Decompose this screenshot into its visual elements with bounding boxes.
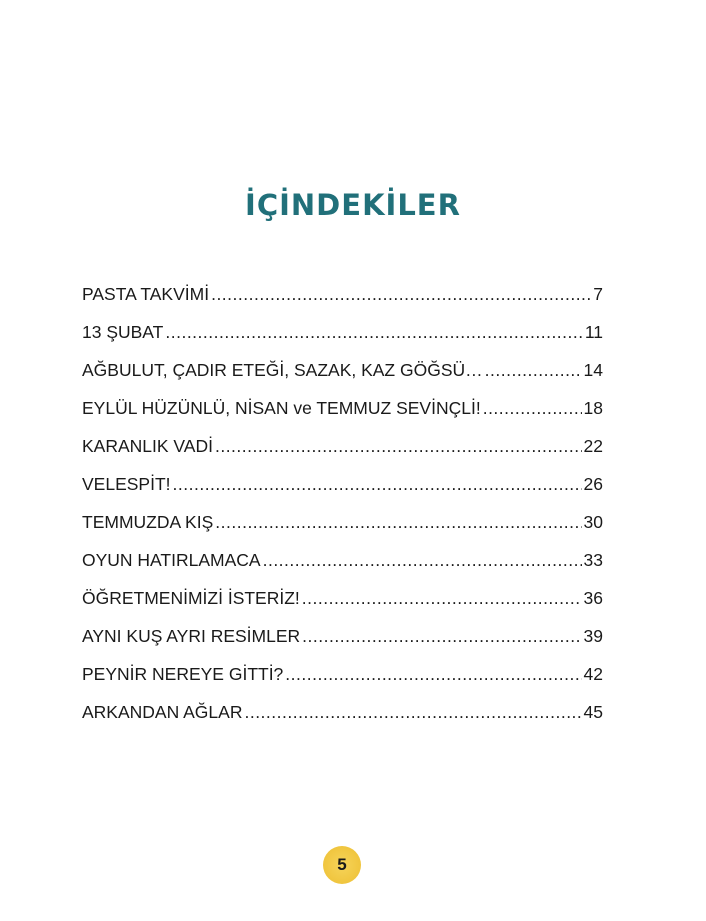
toc-entry-title: EYLÜL HÜZÜNLÜ, NİSAN ve TEMMUZ SEVİNÇLİ!: [82, 398, 481, 418]
toc-entry-title: VELESPİT!: [82, 474, 171, 494]
page-title: İÇİNDEKİLER: [245, 188, 461, 222]
dot-leader: [485, 360, 582, 381]
dot-leader: [244, 702, 581, 723]
toc-entry-title: PASTA TAKVİMİ: [82, 284, 210, 304]
toc-entry[interactable]: [82, 664, 603, 702]
toc-entry-page: 36: [583, 588, 603, 608]
toc-entry[interactable]: [82, 398, 603, 436]
toc-entry-page: 45: [583, 702, 603, 722]
toc-entry-page: 18: [583, 398, 603, 418]
toc-entry-title: ARKANDAN AĞLAR: [82, 702, 243, 722]
dot-leader: [285, 664, 581, 685]
dot-leader: [483, 398, 582, 419]
toc-entry-title: ÖĞRETMENİMİZİ İSTERİZ!: [82, 588, 300, 608]
toc-entry-title: OYUN HATIRLAMACA: [82, 550, 261, 570]
dot-leader: [215, 436, 582, 457]
dot-leader: [302, 588, 582, 609]
toc-entry-title: KARANLIK VADİ: [82, 436, 213, 456]
toc-entry-page: 7: [593, 284, 603, 304]
toc-entry[interactable]: [82, 550, 603, 588]
page-number-badge: 5: [323, 846, 361, 884]
toc-entry[interactable]: [82, 512, 603, 550]
toc-entry-page: 26: [583, 474, 603, 494]
dot-leader: [302, 626, 581, 647]
toc-entry[interactable]: [82, 702, 603, 740]
toc-entry[interactable]: [82, 360, 603, 398]
toc-entry-title: 13 ŞUBAT: [82, 322, 164, 342]
toc-entry-title: AĞBULUT, ÇADIR ETEĞİ, SAZAK, KAZ GÖĞSÜ…: [82, 360, 483, 380]
toc-entry[interactable]: [82, 284, 603, 322]
toc-entry-title: PEYNİR NEREYE GİTTİ?: [82, 664, 284, 684]
dot-leader: [173, 474, 582, 495]
toc-entry-page: 14: [583, 360, 603, 380]
toc-entry-page: 30: [583, 512, 603, 532]
toc-entry-page: 33: [583, 550, 603, 570]
toc-entry[interactable]: [82, 588, 603, 626]
toc-entry[interactable]: [82, 474, 603, 512]
dot-leader: [215, 512, 581, 533]
toc-entry-title: TEMMUZDA KIŞ: [82, 512, 214, 532]
toc-entry[interactable]: [82, 436, 603, 474]
dot-leader: [263, 550, 582, 571]
dot-leader: [165, 322, 582, 343]
toc-entry[interactable]: [82, 626, 603, 664]
toc-entry-title: AYNI KUŞ AYRI RESİMLER: [82, 626, 301, 646]
dot-leader: [211, 284, 591, 305]
toc-entry-page: 11: [584, 322, 603, 342]
toc-entry-page: 22: [583, 436, 603, 456]
table-of-contents: [82, 284, 603, 740]
toc-entry-page: 42: [583, 664, 603, 684]
toc-entry[interactable]: [82, 322, 603, 360]
toc-entry-page: 39: [583, 626, 603, 646]
